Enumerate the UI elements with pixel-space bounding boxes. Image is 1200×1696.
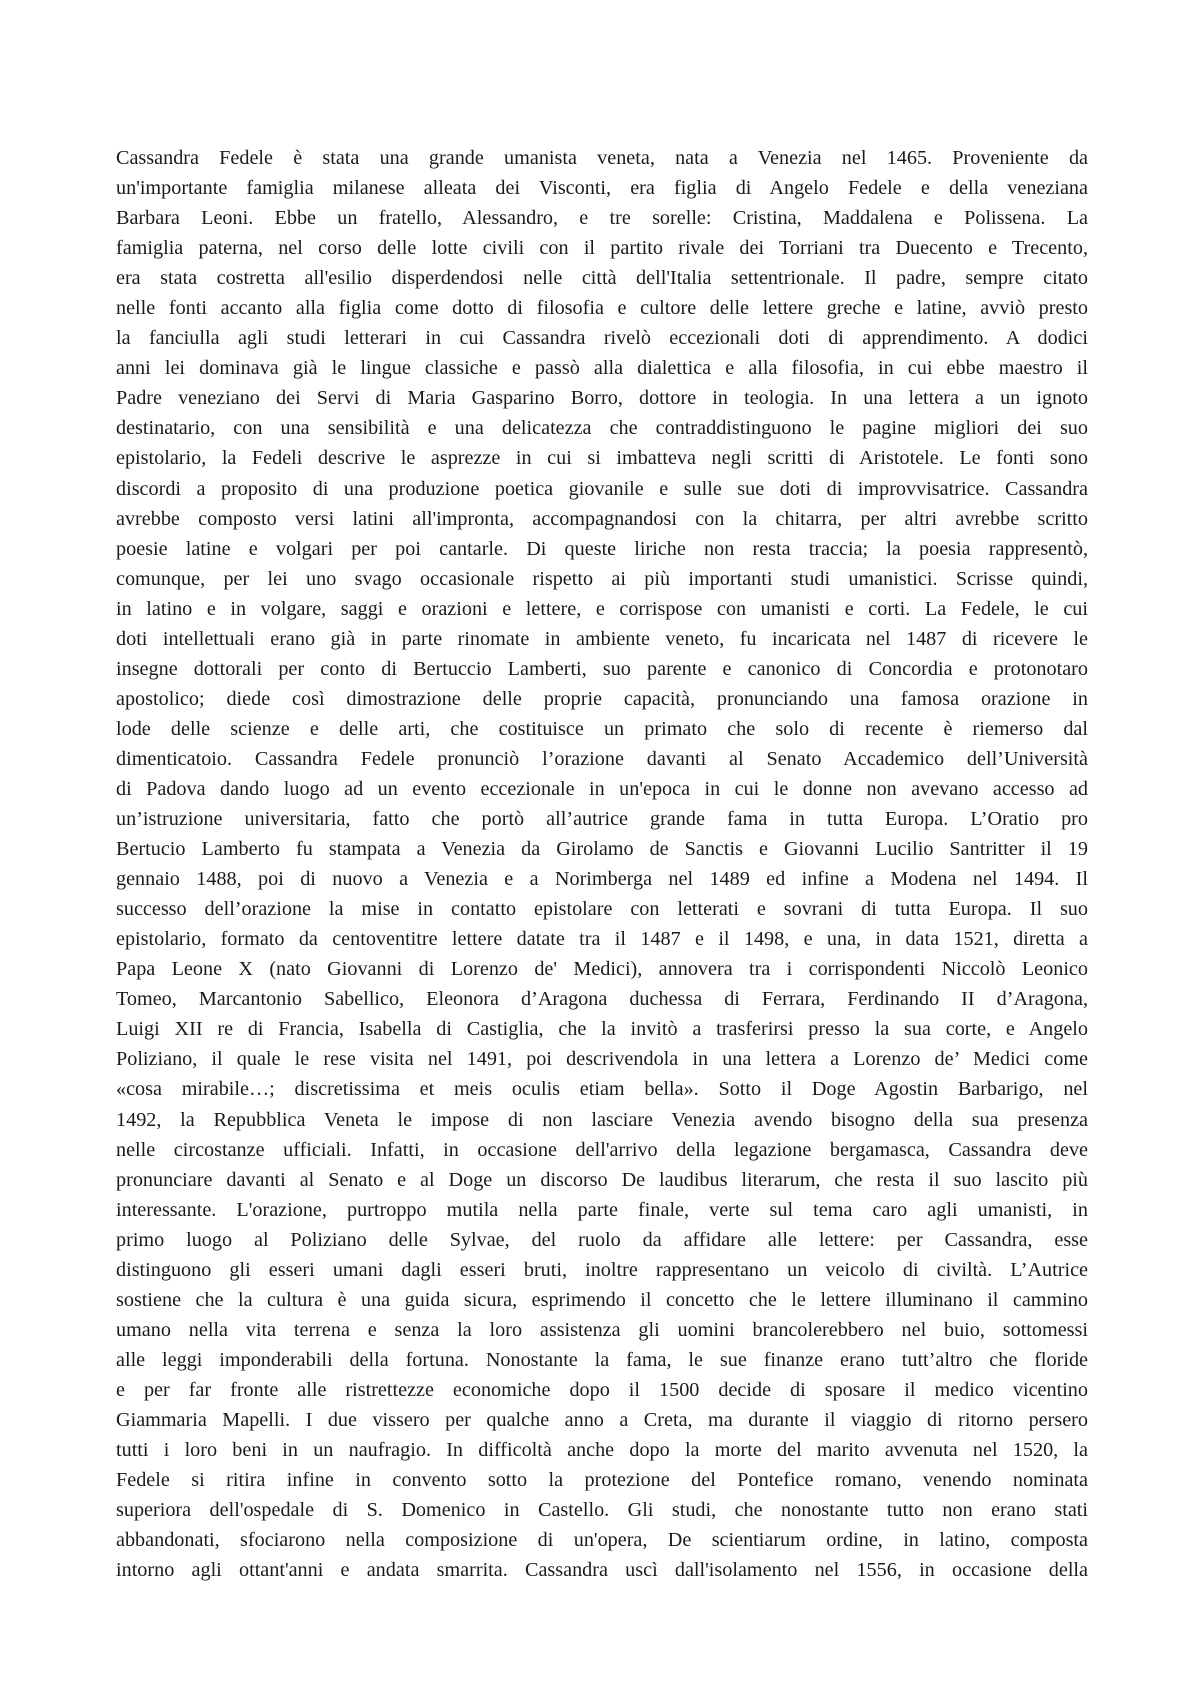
text-line: Bertucio Lamberto fu stampata a Venezia da Girolamo de Sanctis e Giovanni Lucilio Santritter il 19 (116, 838, 1088, 861)
text-line: Padre veneziano dei Servi di Maria Gasparino Borro, dottore in teologia. In una lettera a un ignoto (116, 387, 1088, 410)
text-line: Giammaria Mapelli. I due vissero per qualche anno a Creta, ma durante il viaggio di ritorno persero (116, 1408, 1088, 1431)
text-line: un'importante famiglia milanese alleata dei Visconti, era figlia di Angelo Fedele e della veneziana (116, 177, 1088, 200)
text-line: nelle fonti accanto alla figlia come dotto di filosofia e cultore delle lettere greche e latine, avviò presto (116, 297, 1088, 320)
text-line: doti intellettuali erano già in parte rinomate in ambiente veneto, fu incaricata nel 1487 di ricevere le (116, 627, 1088, 650)
text-line: insegne dottorali per conto di Bertuccio Lamberti, suo parente e canonico di Concordia e protonotaro (116, 657, 1088, 680)
text-line: la fanciulla agli studi letterari in cui Cassandra rivelò eccezionali doti di apprendimento. A dodici (116, 327, 1088, 350)
text-line: Papa Leone X (nato Giovanni di Lorenzo de' Medici), annovera tra i corrispondenti Niccolò Leonico (116, 958, 1088, 981)
text-line: Poliziano, il quale le rese visita nel 1491, poi descrivendola in una lettera a Lorenzo de’ Medici come (116, 1048, 1088, 1071)
text-line: discordi a proposito di una produzione poetica giovanile e sulle sue doti di improvvisatrice. Cassandra (116, 477, 1088, 500)
text-line: Tomeo, Marcantonio Sabellico, Eleonora d’Aragona duchessa di Ferrara, Ferdinando II d’Aragona, (116, 988, 1088, 1011)
text-line: tutti i loro beni in un naufragio. In difficoltà anche dopo la morte del marito avvenuta nel 1520, la (116, 1439, 1088, 1462)
text-line: superiora dell'ospedale di S. Domenico in Castello. Gli studi, che nonostante tutto non erano stati (116, 1499, 1088, 1522)
text-line: 1492, la Repubblica Veneta le impose di non lasciare Venezia avendo bisogno della sua presenza (116, 1108, 1088, 1131)
text-line: pronunciare davanti al Senato e al Doge un discorso De laudibus literarum, che resta il suo lascito più (116, 1168, 1088, 1191)
text-line: alle leggi imponderabili della fortuna. Nonostante la fama, le sue finanze erano tutt’altro che floride (116, 1348, 1088, 1371)
text-line: epistolario, la Fedeli descrive le asprezze in cui si imbatteva negli scritti di Aristotele. Le fonti sono (116, 447, 1088, 470)
text-line: Fedele si ritira infine in convento sotto la protezione del Pontefice romano, venendo nominata (116, 1469, 1088, 1492)
text-line: primo luogo al Poliziano delle Sylvae, del ruolo da affidare alle lettere: per Cassandra, esse (116, 1228, 1088, 1251)
text-line: apostolico; diede così dimostrazione delle proprie capacità, pronunciando una famosa orazione in (116, 687, 1088, 710)
text-line: abbandonati, sfociarono nella composizione di un'opera, De scientiarum ordine, in latino, composta (116, 1529, 1088, 1552)
text-line: successo dell’orazione la mise in contatto epistolare con letterati e sovrani di tutta Europa. Il suo (116, 898, 1088, 921)
text-line: sostiene che la cultura è una guida sicura, esprimendo il concetto che le lettere illuminano il cammino (116, 1288, 1088, 1311)
text-line: gennaio 1488, poi di nuovo a Venezia e a Norimberga nel 1489 ed infine a Modena nel 1494. Il (116, 868, 1088, 891)
text-line: in latino e in volgare, saggi e orazioni e lettere, e corrispose con umanisti e corti. La Fedele, le cui (116, 597, 1088, 620)
text-line: avrebbe composto versi latini all'impronta, accompagnandosi con la chitarra, per altri avrebbe scritto (116, 507, 1088, 530)
text-line: destinatario, con una sensibilità e una delicatezza che contraddistinguono le pagine migliori dei suo (116, 417, 1088, 440)
text-line: Luigi XII re di Francia, Isabella di Castiglia, che la invitò a trasferirsi presso la sua corte, e Angelo (116, 1018, 1088, 1041)
text-line: interessante. L'orazione, purtroppo mutila nella parte finale, verte sul tema caro agli umanisti, in (116, 1198, 1088, 1221)
text-line: di Padova dando luogo ad un evento eccezionale in un'epoca in cui le donne non avevano accesso ad (116, 777, 1088, 800)
text-line: Cassandra Fedele è stata una grande umanista veneta, nata a Venezia nel 1465. Proveniente da (116, 147, 1088, 169)
body-text (116, 143, 1088, 1585)
text-line: un’istruzione universitaria, fatto che portò all’autrice grande fama in tutta Europa. L’Oratio pro (116, 808, 1088, 831)
text-line: poesie latine e volgari per poi cantarle. Di queste liriche non resta traccia; la poesia rappresentò, (116, 537, 1088, 560)
text-line: e per far fronte alle ristrettezze economiche dopo il 1500 decide di sposare il medico vicentino (116, 1378, 1088, 1401)
text-line: nelle circostanze ufficiali. Infatti, in occasione dell'arrivo della legazione bergamasca, Cassandra deve (116, 1138, 1088, 1161)
text-line: Barbara Leoni. Ebbe un fratello, Alessandro, e tre sorelle: Cristina, Maddalena e Polissena. La (116, 207, 1088, 230)
text-line: comunque, per lei uno svago occasionale rispetto ai più importanti studi umanistici. Scrisse quindi, (116, 567, 1088, 590)
text-line: intorno agli ottant'anni e andata smarrita. Cassandra uscì dall'isolamento nel 1556, in occasione della (116, 1559, 1088, 1582)
text-line: anni lei dominava già le lingue classiche e passò alla dialettica e alla filosofia, in cui ebbe maestro il (116, 357, 1088, 380)
text-line: distinguono gli esseri umani dagli esseri bruti, inoltre rappresentano un veicolo di civiltà. L’Autrice (116, 1258, 1088, 1281)
text-line: lode delle scienze e delle arti, che costituisce un primato che solo di recente è riemerso dal (116, 717, 1088, 740)
text-line: epistolario, formato da centoventitre lettere datate tra il 1487 e il 1498, e una, in data 1521, diretta a (116, 928, 1088, 951)
text-line: dimenticatoio. Cassandra Fedele pronunciò l’orazione davanti al Senato Accademico dell’Università (116, 747, 1088, 770)
text-line: era stata costretta all'esilio disperdendosi nelle città dell'Italia settentrionale. Il padre, sempre citato (116, 267, 1088, 290)
text-line: «cosa mirabile…; discretissima et meis oculis etiam bella». Sotto il Doge Agostin Barbarigo, nel (116, 1078, 1088, 1101)
text-line: famiglia paterna, nel corso delle lotte civili con il partito rivale dei Torriani tra Duecento e Trecento, (116, 237, 1088, 260)
text-line: umano nella vita terrena e senza la loro assistenza gli uomini brancolerebbero nel buio, sottomessi (116, 1318, 1088, 1341)
